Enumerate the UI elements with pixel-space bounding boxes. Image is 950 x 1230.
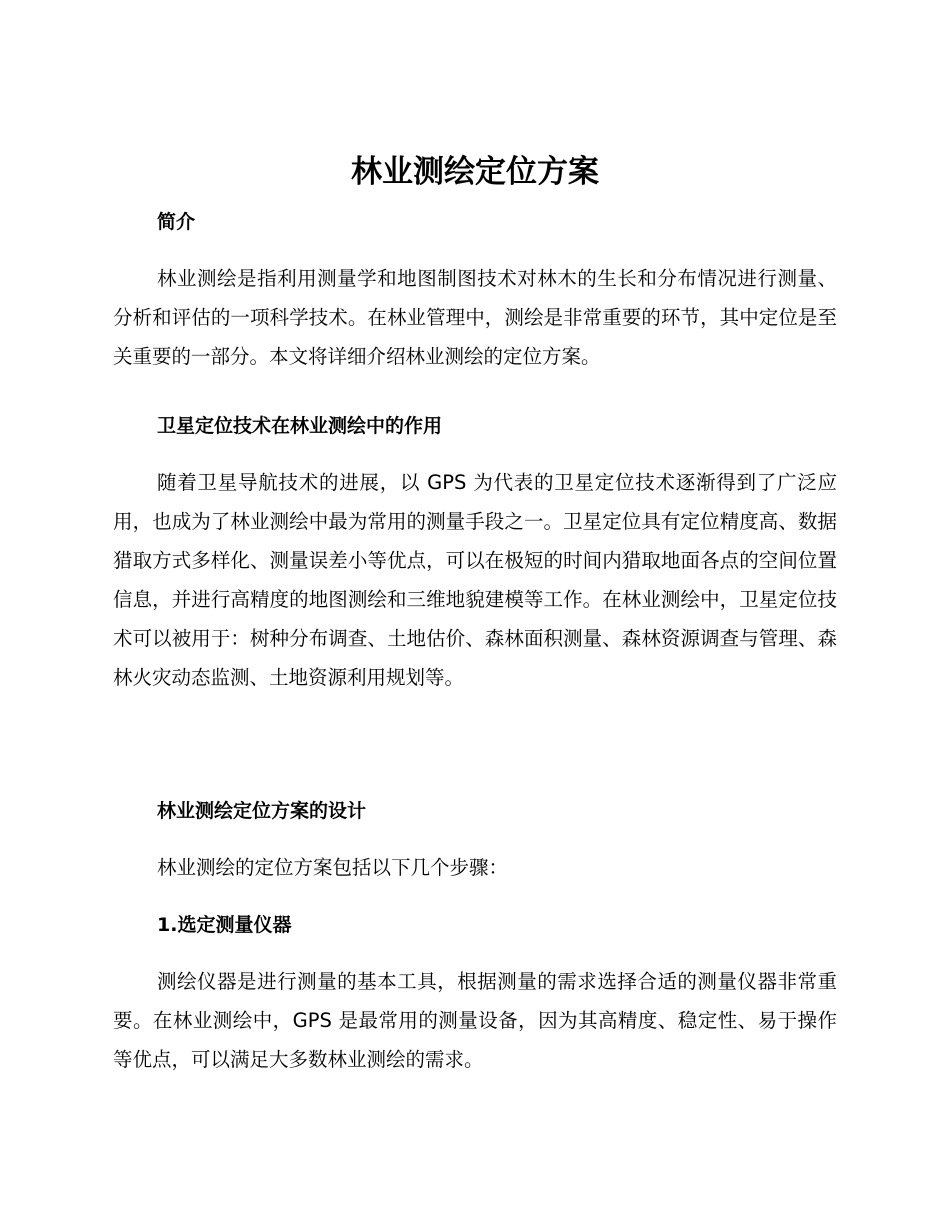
document-title: 林业测绘定位方案	[351, 154, 599, 190]
section-heading-step1: 1.选定测量仪器	[157, 914, 292, 936]
paragraph-satellite: 随着卫星导航技术的进展，以 GPS 为代表的卫星定位技术逐渐得到了广泛应用，也成为了林业测绘中最为常用的测量手段之一。卫星定位具有定位精度高、数据猎取方式多样化、测量误差小等优点，可以在极短的时间内猎取地面各点的空间位置信息，并进行高精度的地图测绘和三维地貌建模等工作。在林业测绘中，卫星定位技术可以被用于：树种分布调查、土地估价、森林面积测量、森林资源调查与管理、森林火灾动态监测、土地资源利用规划等。	[113, 471, 837, 689]
section-heading-design: 林业测绘定位方案的设计	[157, 800, 367, 822]
paragraph-design: 林业测绘的定位方案包括以下几个步骤：	[157, 856, 509, 879]
section-heading-intro: 简介	[157, 211, 196, 233]
paragraph-intro: 林业测绘是指利用测量学和地图制图技术对林木的生长和分布情况进行测量、分析和评估的一项科学技术。在林业管理中，测绘是非常重要的环节，其中定位是至关重要的一部分。本文将详细介绍林业测绘的定位方案。	[113, 267, 837, 368]
section-heading-satellite: 卫星定位技术在林业测绘中的作用	[157, 415, 443, 437]
paragraph-step1: 测绘仪器是进行测量的基本工具，根据测量的需求选择合适的测量仪器非常重要。在林业测绘中，GPS 是最常用的测量设备，因为其高精度、稳定性、易于操作等优点，可以满足大多数林业测绘的需求。	[113, 970, 837, 1071]
